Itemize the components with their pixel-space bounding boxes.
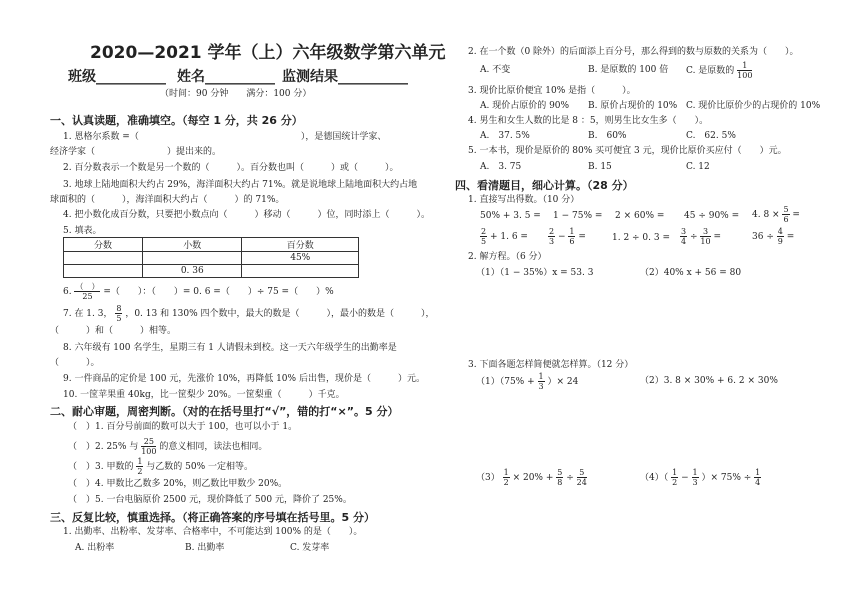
option-a[interactable]: A. 出粉率 [75, 543, 115, 553]
denominator: 5 [481, 237, 487, 246]
option-b[interactable]: B. 60% [588, 131, 627, 141]
calc-text: × 20% + [512, 473, 554, 483]
fraction [754, 468, 761, 487]
simplify-item-3[interactable] [476, 468, 587, 487]
question-text: 球面积的（ ），海洋面积大约占（ ）的 71%。 [50, 195, 285, 205]
question-text: 5. 一本书，现价是原价的 80% 买可便宜 3 元，现价比原价买应付（ ）元。 [468, 146, 787, 156]
question-text: 3. 地球上陆地面积大约占 29%，海洋面积大约占 71%。就是说地球上陆地面积大约占地 [63, 180, 418, 190]
denominator: 3 [692, 478, 698, 487]
numerator: 25 [141, 437, 156, 447]
section3-heading: 三、反复比较，慎重选择。（将正确答案的序号填在括号里。5 分） [50, 511, 375, 524]
option-c[interactable] [686, 61, 752, 80]
table-header: 小数 [143, 238, 242, 252]
judge-item[interactable]: （ ）1. 百分号前面的数可以大于 100，也可以小于 1。 [68, 422, 298, 432]
question-text: （ ）。 [50, 358, 100, 368]
numerator: 5 [783, 205, 789, 214]
judge-item[interactable]: （ ）5. 一台电脑原价 2500 元，现价降低了 500 元，降价了 25%。 [68, 495, 352, 505]
question-text: 1. 直接写出得数。（10 分） [468, 195, 580, 205]
numerator: （ ） [75, 282, 100, 291]
fraction [737, 61, 752, 80]
table-cell[interactable] [64, 265, 143, 278]
denominator: 100 [737, 71, 753, 80]
denominator: 25 [82, 292, 93, 301]
calc-item[interactable]: 1 − 75% = [553, 211, 603, 221]
question-text: 7. 在 1. 3， [63, 309, 113, 319]
fraction [692, 468, 699, 487]
calc-text: + 1. 6 = [489, 232, 528, 242]
fraction [74, 282, 100, 301]
denominator: 8 [557, 478, 563, 487]
option-a[interactable]: A. 现价占原价的 90% [480, 101, 570, 111]
numerator: 5 [557, 468, 563, 477]
numerator: 3 [700, 227, 710, 237]
section4-heading: 四、看清题目，细心计算。（28 分） [455, 179, 634, 192]
table-row [64, 252, 359, 265]
option-c[interactable]: C. 12 [686, 162, 710, 172]
numerator: 1 [755, 468, 761, 477]
question-text: ，0. 13 和 130% 四个数中，最大的数是（ ），最小的数是（ ）， [125, 309, 435, 319]
question-text: 2. 解方程。（6 分） [468, 252, 547, 262]
calc-item[interactable]: 1. 2 ÷ 0. 3 = [612, 233, 671, 243]
section2-heading: 二、耐心审题，周密判断。（对的在括号里打“√”，错的打“×”。5 分） [50, 405, 399, 418]
denominator: 100 [141, 447, 157, 456]
calc-text: （4）（ [640, 473, 669, 483]
denominator: 6 [783, 215, 789, 224]
denominator: 24 [576, 478, 587, 487]
fraction [141, 437, 156, 456]
fill-table [63, 237, 359, 278]
question-6: 6. $\frac{( )}{25}$ =（ ）：（ ）= 0. 6 =（ ）÷ 75 =（ ）% [63, 282, 334, 301]
equation-1[interactable]: （1）（1 − 35%）x = 53. 3 [476, 268, 594, 278]
calc-item[interactable]: 45 ÷ 90% = [684, 211, 740, 221]
fraction [136, 457, 143, 476]
calc-text: − [681, 473, 689, 483]
question-text: 3. 下面各题怎样简便就怎样算。（12 分） [468, 360, 634, 370]
numerator: 1 [503, 468, 509, 477]
question-text: 1. 恩格尔系数 =（ ），是德国统计学家、 [63, 132, 387, 142]
fraction [538, 372, 545, 391]
fraction [556, 468, 563, 487]
fraction [700, 227, 710, 246]
numerator: 1 [692, 468, 698, 477]
numerator: 5 [577, 468, 587, 478]
section1-heading: 一、认真读题，准确填空。（每空 1 分，共 26 分） [50, 114, 303, 127]
denominator: 2 [137, 467, 143, 476]
calc-item[interactable] [752, 227, 794, 246]
fraction [782, 205, 789, 224]
simplify-item-1[interactable] [476, 372, 578, 391]
calc-item[interactable] [548, 227, 586, 246]
question-text: （ ）和（ ）相等。 [50, 326, 177, 336]
question-text: 3. 现价比原价便宜 10% 是指（ ）。 [468, 86, 636, 96]
time-score-note: （时间：90 分钟 满分：100 分） [160, 89, 312, 99]
numerator: 1 [672, 468, 678, 477]
table-cell: 0. 36 [143, 265, 242, 278]
numerator: 2 [549, 227, 555, 236]
numerator: 4 [777, 227, 783, 236]
fraction [680, 227, 687, 246]
question-text: （ ）2. 25% 与 [68, 442, 139, 452]
fraction [115, 304, 122, 323]
fraction [503, 468, 510, 487]
calc-text: ÷ [689, 232, 698, 242]
denominator: 5 [116, 314, 122, 323]
table-cell: 45% [242, 252, 359, 265]
denominator: 3 [538, 382, 544, 391]
calc-text: = [786, 232, 795, 242]
denominator: 4 [755, 478, 761, 487]
table-row [64, 238, 359, 252]
calc-item[interactable]: 2 × 60% = [615, 211, 665, 221]
question-text: 2. 在一个数（0 除外）的后面添上百分号，那么得到的数与原数的关系为（ ）。 [468, 47, 799, 57]
numerator: 1 [137, 457, 143, 466]
calc-text: （1）（75% + [476, 377, 535, 387]
option-b[interactable]: B. 出勤率 [185, 543, 225, 553]
question-text: 4. 男生和女生人数的比是 8 ：5，则男生比女生多（ ）。 [468, 116, 709, 126]
calc-text: = [713, 232, 721, 242]
option-b[interactable]: B. 15 [588, 162, 612, 172]
simplify-item-2[interactable]: （2）3. 8 × 30% + 6. 2 × 30% [640, 376, 778, 386]
question-7 [63, 304, 435, 323]
numerator: 1 [569, 227, 575, 236]
question-text: （ ）3. 甲数的 [68, 462, 134, 472]
question-text: 2. 百分数表示一个数是另一个数的（ ）。百分数也叫（ ）或（ ）。 [63, 163, 399, 173]
judge-item[interactable] [68, 457, 253, 476]
equation-2[interactable]: （2）40% x + 56 = 80 [640, 268, 742, 278]
result-field[interactable]: 监测结果__________ [282, 69, 408, 85]
table-row [64, 265, 359, 278]
option-a[interactable]: A. 37. 5% [480, 131, 530, 141]
option-a[interactable]: A. 不变 [480, 65, 511, 75]
calc-text: 36 ÷ [752, 232, 774, 242]
question-text: 9. 一件商品的定价是 100 元，先涨价 10%，再降低 10% 后出售，现价是（ ）元。 [63, 374, 425, 384]
question-text: 5. 填表。 [63, 226, 102, 236]
judge-item[interactable]: （ ）4. 甲数比乙数多 20%，则乙数比甲数少 20%。 [68, 479, 288, 489]
table-header: 分数 [64, 238, 143, 252]
table-cell[interactable] [242, 265, 359, 278]
question-text: 8. 六年级有 100 名学生，星期三有 1 人请假未到校。这一天六年级学生的出勤率是 [63, 343, 397, 353]
calc-text: = [792, 210, 800, 220]
calc-text: ）× 75% ÷ [701, 473, 752, 483]
numerator: 2 [481, 227, 487, 236]
denominator: 9 [777, 237, 783, 246]
question-text: 10. 一筐苹果重 40kg，比一筐梨少 20%。一筐梨重（ ）千克。 [63, 390, 345, 400]
fraction [777, 227, 784, 246]
calc-item[interactable] [480, 227, 528, 246]
calc-item[interactable] [680, 227, 721, 246]
table-cell[interactable] [143, 252, 242, 265]
denominator: 3 [549, 237, 555, 246]
fraction [577, 468, 587, 487]
denominator: 4 [681, 237, 687, 246]
question-text: 1. 出勤率、出粉率、发芽率、合格率中，不可能达到 100% 的是（ ）。 [63, 527, 363, 537]
table-header: 百分数 [242, 238, 359, 252]
name-field[interactable]: 姓名__________ [177, 69, 275, 85]
calc-item[interactable]: 50% + 3. 5 = [480, 211, 541, 221]
calc-text: − [557, 232, 566, 242]
numerator: 3 [681, 227, 687, 236]
numerator: 1 [538, 372, 544, 381]
simplify-item-4[interactable] [640, 468, 761, 487]
question-text: 4. 把小数化成百分数，只要把小数点向（ ）移动（ ）位，同时添上（ ）。 [63, 210, 430, 220]
denominator: 2 [503, 478, 509, 487]
calc-text: （3） [476, 473, 500, 483]
numerator: 8 [116, 304, 122, 313]
fraction [568, 227, 575, 246]
calc-item[interactable] [752, 205, 800, 224]
option-a[interactable]: A. 3. 75 [480, 162, 522, 172]
option-text: C. 是原数的 [686, 66, 735, 76]
calc-text: ÷ [566, 473, 574, 483]
fraction [671, 468, 678, 487]
fraction [548, 227, 555, 246]
question-text: 经济学家（ ）提出来的。 [50, 147, 222, 157]
option-c[interactable]: C. 62. 5% [686, 131, 736, 141]
denominator: 6 [569, 237, 575, 246]
exam-title: 2020—2021 学年（上）六年级数学第六单元 [90, 43, 446, 63]
question-text: 的意义相同，读法也相同。 [159, 442, 268, 452]
option-b[interactable]: B. 原价占现价的 10% [588, 101, 678, 111]
denominator: 10 [700, 237, 711, 246]
question-text: 与乙数的 50% 一定相等。 [146, 462, 254, 472]
option-c[interactable]: C. 发芽率 [290, 543, 330, 553]
fraction [480, 227, 487, 246]
judge-item[interactable] [68, 437, 267, 456]
option-b[interactable]: B. 是原数的 100 倍 [588, 65, 669, 75]
calc-text: = [578, 232, 586, 242]
calc-text: 4. 8 × [752, 210, 780, 220]
table-cell[interactable] [64, 252, 143, 265]
question-text: =（ ）：（ ）= 0. 6 =（ ）÷ 75 =（ ）% [103, 287, 334, 297]
denominator: 2 [672, 478, 678, 487]
class-field[interactable]: 班级__________ [68, 69, 166, 85]
option-c[interactable]: C. 现价比原价少的占现价的 10% [686, 101, 821, 111]
calc-text: ）× 24 [547, 377, 579, 387]
numerator: 1 [737, 61, 752, 71]
